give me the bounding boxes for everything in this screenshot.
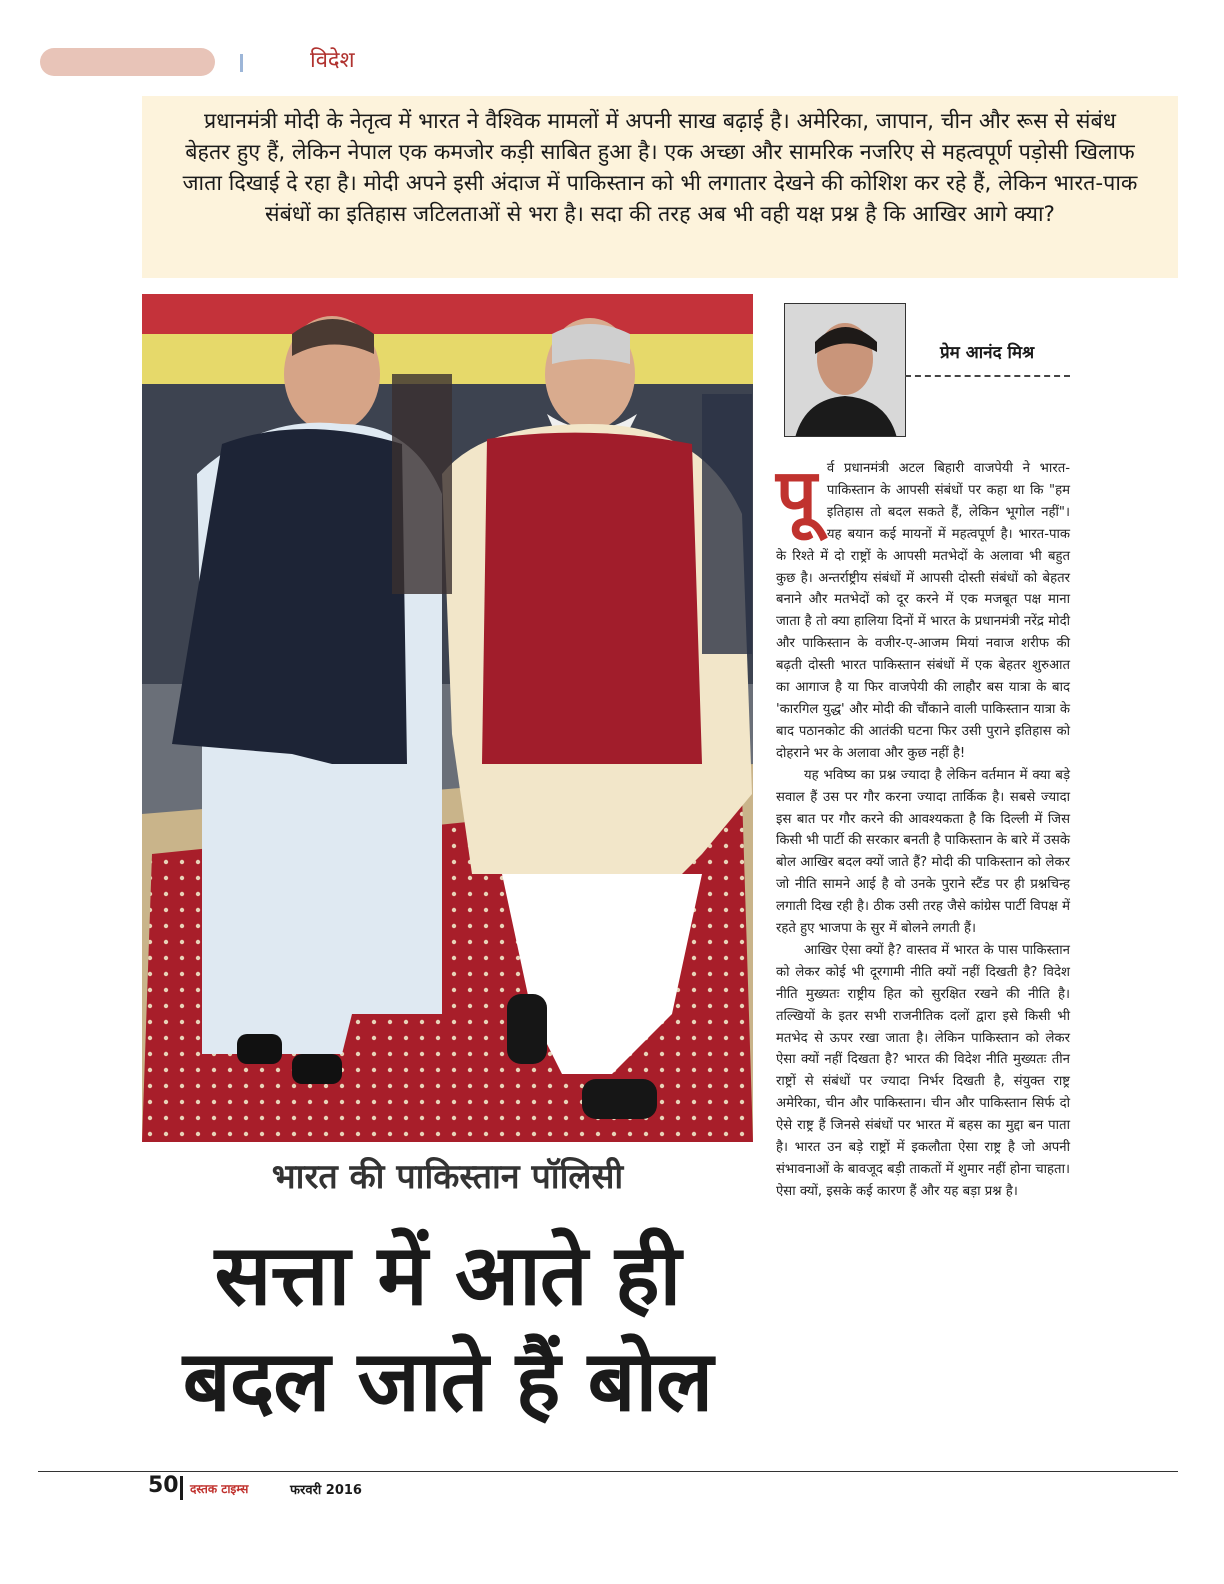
headline-line-1: सत्ता में आते ही <box>214 1226 681 1324</box>
header-divider <box>240 54 243 72</box>
article-body <box>776 453 1070 1203</box>
issue-date: फरवरी 2016 <box>290 1483 362 1498</box>
author-name: प्रेम आनंद मिश्र <box>940 343 1035 363</box>
headline-line-2: बदल जाते हैं बोल <box>182 1332 713 1430</box>
page-number: 50 <box>148 1473 179 1498</box>
author-divider <box>905 375 1070 377</box>
standfirst: प्रधानमंत्री मोदी के नेतृत्व में भारत ने वैश्विक मामलों में अपनी साख बढ़ाई है। अमेरिका, जापान, चीन और रूस से संबंध बेहतर हुए हैं, लेकिन नेपाल एक कमजोर कड़ी साबित हुआ है। एक अच्छा और सामरिक नजरिए से महत्वपूर्ण पड़ोसी खिलाफ जाता दिखाई दे रहा है। मोदी अपने इसी अंदाज में पाकिस्तान को भी लगातार देखने की कोशिश कर रहे हैं, लेकिन भारत-पाक संबंधों का इतिहास जटिलताओं से भरा है। सदा की तरह अब भी वही यक्ष प्रश्न है कि आखिर आगे क्या? <box>142 96 1178 278</box>
article-headline <box>142 1222 753 1434</box>
body-paragraph-2: यह भविष्य का प्रश्न ज्यादा है लेकिन वर्तमान में क्या बड़े सवाल हैं उस पर गौर करना ज्यादा तार्किक है। सबसे ज्यादा इस बात पर गौर करने की आवश्यकता है कि दिल्ली में जिस किसी भी पार्टी की सरकार बनती है पाकिस्तान के बारे में उसके बोल आखिर बदल क्यों जाते हैं? मोदी की पाकिस्तान को लेकर जो नीति सामने आई है वो उनके पुराने स्टैंड पर ही प्रश्नचिन्ह लगाती दिख रही है। ठीक उसी तरह जैसे कांग्रेस पार्टी विपक्ष में रहते हुए भाजपा के सुर में बोलने लगती हैं। <box>776 767 1070 937</box>
author-photo <box>784 303 906 437</box>
header-tab-decoration <box>40 48 215 76</box>
section-label: विदेश <box>310 48 355 73</box>
footer-rule <box>38 1471 1178 1472</box>
footer-divider <box>180 1476 183 1500</box>
drop-cap: पू <box>776 453 817 537</box>
magazine-name: दस्तक टाइम्स <box>190 1482 249 1496</box>
body-paragraph-3: आखिर ऐसा क्यों है? वास्तव में भारत के पास पाकिस्तान को लेकर कोई भी दूरगामी नीति क्यों नहीं दिखती है? विदेश नीति मुख्यतः राष्ट्रीय हित को सुरक्षित रखने की नीति है। तल्खियों के इतर सभी राजनीतिक दलों द्वारा इसे किसी भी मतभेद से ऊपर रखा जाता है। लेकिन पाकिस्तान को लेकर ऐसा क्यों नहीं दिखता है? भारत की विदेश नीति मुख्यतः तीन राष्ट्रों से संबंधों पर ज्यादा निर्भर दिखती है, संयुक्त राष्ट्र अमेरिका, चीन और पाकिस्तान। चीन और पाकिस्तान सिर्फ दो ऐसे राष्ट्र हैं जिनसे संबंधों पर भारत में बहस का मुद्दा बन पाता है। भारत उन बड़े राष्ट्रों में इकलौता ऐसा राष्ट्र है जो अपनी संभावनाओं के बावजूद बड़ी ताकतों में शुमार नहीं होना चाहता। ऐसा क्यों, इसके कई कारण हैं और यह बड़ा प्रश्न है। <box>776 942 1070 1199</box>
article-kicker: भारत की पाकिस्तान पॉलिसी <box>271 1157 624 1197</box>
body-paragraph-1: र्व प्रधानमंत्री अटल बिहारी वाजपेयी ने भारत-पाकिस्तान के आपसी संबंधों पर कहा था कि "हम इतिहास तो बदल सकते हैं, लेकिन भूगोल नहीं"। यह बयान कई मायनों में महत्वपूर्ण है। भारत-पाक के रिश्ते में दो राष्ट्रों के आपसी मतभेदों के अलावा भी बहुत कुछ है। अन्तर्राष्ट्रीय संबंधों में आपसी दोस्ती संबंधों को बेहतर बनाने और मतभेदों को दूर करने में एक मजबूत पक्ष माना जाता है तो क्या हालिया दिनों में भारत के प्रधानमंत्री नरेंद्र मोदी और पाकिस्तान के वजीर-ए-आजम मियां नवाज शरीफ की बढ़ती दोस्ती भारत पाकिस्तान संबंधों में एक बेहतर शुरुआत का आगाज है या फिर वाजपेयी की लाहौर बस यात्रा के बाद 'कारगिल युद्ध' और मोदी की चौंकाने वाली पाकिस्तान यात्रा के बाद पठानकोट की आतंकी घटना फिर उसी पुराने इतिहास को दोहराने भर के अलावा और कुछ नहीं है! <box>776 461 1070 761</box>
lead-photo <box>142 294 753 1142</box>
